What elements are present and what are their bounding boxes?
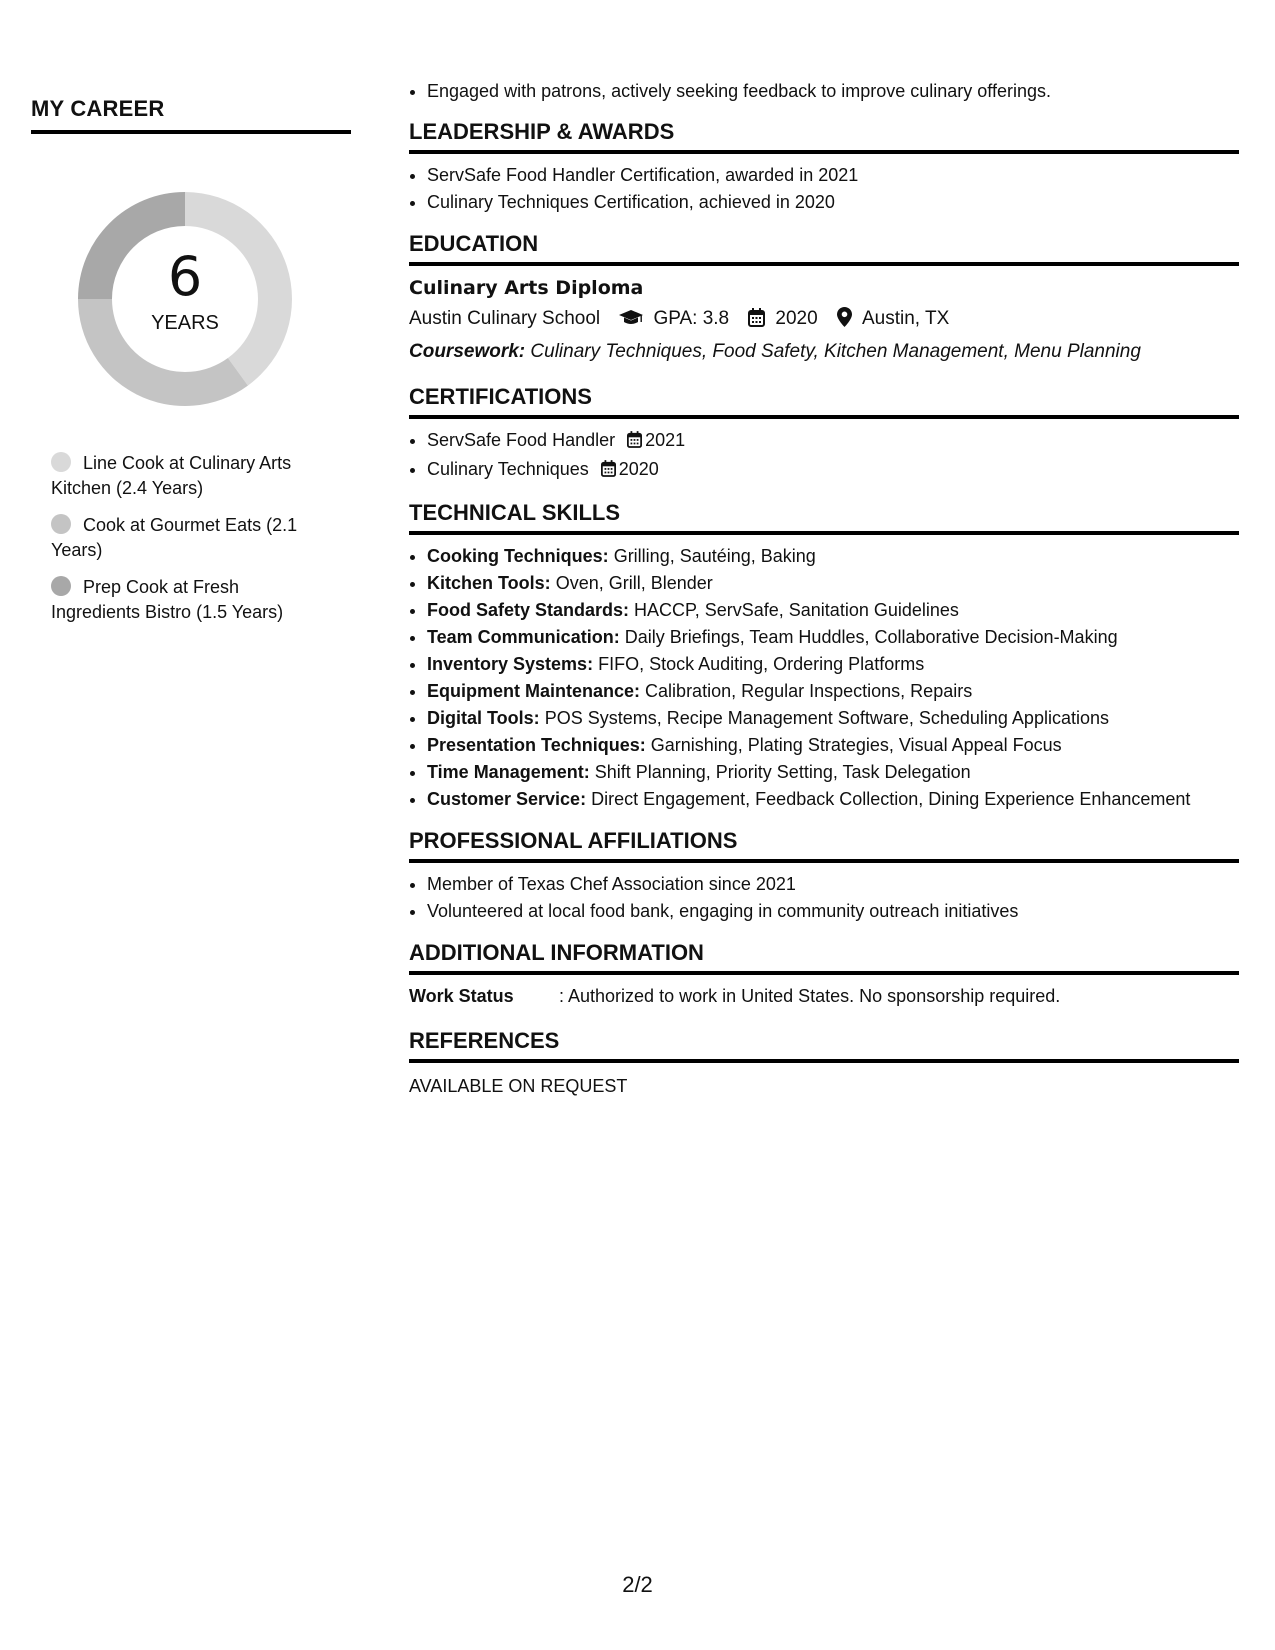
career-legend: [51, 451, 321, 625]
section-title: ADDITIONAL INFORMATION: [409, 939, 1239, 975]
skill-value: Calibration, Regular Inspections, Repairs: [645, 681, 973, 701]
legend-item: [51, 513, 321, 563]
skill-label: Digital Tools:: [427, 708, 540, 728]
skill-value: Daily Briefings, Team Huddles, Collaborative Decision-Making: [624, 627, 1118, 647]
legend-item: [51, 575, 321, 625]
skill-item: [427, 624, 1239, 651]
list-item: • Culinary Techniques Certification, achieved in 2020: [427, 189, 1239, 216]
skill-value: Shift Planning, Priority Setting, Task Delegation: [594, 762, 971, 782]
legend-dot: [51, 576, 71, 596]
skill-label: Kitchen Tools:: [427, 573, 551, 593]
section-title: REFERENCES: [409, 1027, 1239, 1063]
references-section: [409, 1027, 1239, 1099]
skill-label: Food Safety Standards:: [427, 600, 630, 620]
calendar-icon: [601, 458, 616, 485]
sidebar: [31, 96, 351, 637]
certification-item: [427, 427, 1239, 456]
skill-item: [427, 678, 1239, 705]
legend-label: Line Cook at Culinary Arts Kitchen (2.4 Years): [51, 453, 292, 498]
skill-item: [427, 786, 1239, 813]
skill-label: Presentation Techniques:: [427, 735, 646, 755]
skill-label: Inventory Systems:: [427, 654, 594, 674]
skill-value: Grilling, Sautéing, Baking: [613, 546, 816, 566]
list-item: • Engaged with patrons, actively seeking feedback to improve culinary offerings.: [427, 78, 1239, 105]
skill-value: POS Systems, Recipe Management Software, Scheduling Applications: [544, 708, 1109, 728]
legend-dot: [51, 514, 71, 534]
education-section: [409, 230, 1239, 367]
main-content: [409, 78, 1239, 1099]
career-donut-chart: [65, 179, 305, 419]
certification-item: [427, 456, 1239, 485]
list-item: • Member of Texas Chef Association since 2021: [427, 871, 1239, 898]
section-title: TECHNICAL SKILLS: [409, 499, 1239, 535]
donut-center: [65, 179, 305, 419]
career-title: MY CAREER: [31, 96, 351, 134]
skills-section: [409, 499, 1239, 813]
legend-item: [51, 451, 321, 501]
education-degree: Culinary Arts Diploma: [409, 277, 644, 299]
calendar-icon: [627, 429, 642, 456]
education-school: Austin Culinary School: [409, 308, 601, 329]
work-status-value: : Authorized to work in United States. No sponsorship required.: [559, 986, 1061, 1006]
skill-item: [427, 597, 1239, 624]
certifications-list: [409, 427, 1239, 485]
skills-list: [409, 543, 1239, 813]
education-year: 2020: [775, 308, 818, 329]
skill-item: [427, 651, 1239, 678]
skill-item: [427, 570, 1239, 597]
references-text: AVAILABLE ON REQUEST: [409, 1076, 628, 1096]
total-years-number: 6: [167, 245, 203, 308]
leadership-section: [409, 118, 1239, 216]
skill-label: Customer Service:: [427, 789, 587, 809]
skill-value: HACCP, ServSafe, Sanitation Guidelines: [634, 600, 959, 620]
map-pin-icon: [837, 306, 852, 337]
coursework-label: Coursework:: [409, 341, 526, 362]
legend-label: Cook at Gourmet Eats (2.1 Years): [51, 515, 298, 560]
coursework-value: Culinary Techniques, Food Safety, Kitchen Management, Menu Planning: [530, 341, 1141, 362]
education-coursework: [409, 337, 1239, 367]
work-status-label: Work Status: [409, 986, 514, 1006]
experience-tail-list: [409, 78, 1239, 105]
page-number: 2/2: [622, 1572, 653, 1597]
certification-name: ServSafe Food Handler: [427, 430, 616, 450]
section-title: PROFESSIONAL AFFILIATIONS: [409, 827, 1239, 863]
skill-item: [427, 705, 1239, 732]
skill-item: [427, 543, 1239, 570]
work-status-row: [409, 983, 1239, 1009]
education-details: [409, 303, 1239, 337]
education-gpa: GPA: 3.8: [653, 308, 730, 329]
section-title: EDUCATION: [409, 230, 1239, 266]
affiliations-section: [409, 827, 1239, 925]
skill-label: Time Management:: [427, 762, 590, 782]
skill-value: Oven, Grill, Blender: [555, 573, 713, 593]
affiliations-list: [409, 871, 1239, 925]
skill-label: Cooking Techniques:: [427, 546, 609, 566]
calendar-icon: [748, 306, 765, 337]
additional-info-section: [409, 939, 1239, 1009]
skill-value: Direct Engagement, Feedback Collection, Dining Experience Enhancement: [591, 789, 1191, 809]
total-years-unit: YEARS: [151, 312, 219, 334]
skill-value: Garnishing, Plating Strategies, Visual Appeal Focus: [650, 735, 1062, 755]
skill-value: FIFO, Stock Auditing, Ordering Platforms: [598, 654, 925, 674]
leadership-list: [409, 162, 1239, 216]
certification-year: 2021: [645, 430, 686, 450]
list-item: • ServSafe Food Handler Certification, awarded in 2021: [427, 162, 1239, 189]
list-item: • Volunteered at local food bank, engaging in community outreach initiatives: [427, 898, 1239, 925]
graduation-cap-icon: [619, 306, 643, 337]
section-title: CERTIFICATIONS: [409, 383, 1239, 419]
skill-label: Team Communication:: [427, 627, 620, 647]
certification-year: 2020: [618, 459, 659, 479]
legend-label: Prep Cook at Fresh Ingredients Bistro (1.5 Years): [51, 577, 284, 622]
legend-dot: [51, 452, 71, 472]
skill-label: Equipment Maintenance:: [427, 681, 641, 701]
certification-name: Culinary Techniques: [427, 459, 589, 479]
section-title: LEADERSHIP & AWARDS: [409, 118, 1239, 154]
education-location: Austin, TX: [861, 308, 950, 329]
certifications-section: [409, 383, 1239, 485]
skill-item: [427, 732, 1239, 759]
skill-item: [427, 759, 1239, 786]
